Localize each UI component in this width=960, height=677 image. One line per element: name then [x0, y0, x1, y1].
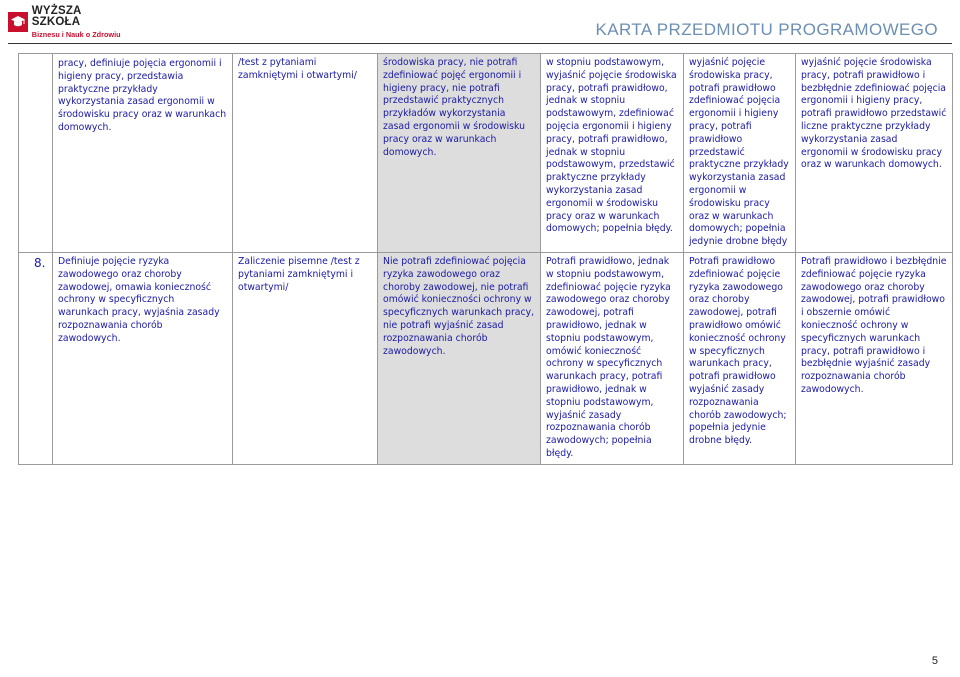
school-logo	[8, 6, 132, 38]
document-title: KARTA PRZEDMIOTU PROGRAMOWEGO	[595, 20, 938, 39]
logo-subtitle: Biznesu i Nauk o Zdrowiu	[31, 29, 121, 39]
assessment-form-cell: /test z pytaniami zamkniętymi i otwartymi/	[233, 54, 378, 253]
page-header	[0, 0, 960, 44]
page-number: 5	[931, 655, 938, 667]
grade-4-criteria-cell: wyjaśnić pojęcie środowiska pracy, potrafi prawidłowo zdefiniować pojęcia ergonomii i higieny pracy, potrafi prawidłowo przedstawić praktyczne przykłady wykorzystania zasad ergonomii w środowisku pracy oraz w warunkach domowych; popełnia jedynie drobne błędy	[684, 54, 796, 253]
grade-4-criteria-cell: Potrafi prawidłowo zdefiniować pojęcie ryzyka zawodowego oraz choroby zawodowej, potrafi prawidłowo omówić konieczność ochrony w specyficznych warunkach pracy, potrafi prawidłowo wyjaśnić zasady rozpoznawania chorób zawodowych; popełnia jedynie drobne błędy.	[684, 252, 796, 464]
row-number-cell	[19, 54, 53, 253]
logo-title: WYŻSZA SZKOŁA	[31, 4, 82, 29]
assessment-criteria-table	[18, 53, 953, 465]
learning-outcome-cell: Definiuje pojęcie ryzyka zawodowego oraz choroby zawodowej, omawia konieczność ochrony w specyficznych warunkach pracy, wyjaśnia zasady rozpoznawania chorób zawodowych.	[53, 252, 233, 464]
row-number: 8.	[34, 255, 46, 270]
assessment-form-cell: Zaliczenie pisemne /test z pytaniami zamkniętymi i otwartymi/	[233, 252, 378, 464]
graduation-cap-icon	[8, 12, 28, 32]
grade-2-criteria-cell: Nie potrafi zdefiniować pojęcia ryzyka zawodowego oraz choroby zawodowej, nie potrafi omówić konieczności ochrony w specyficznych warunkach pracy, nie potrafi wyjaśnić zasad rozpoznawania chorób zawodowych.	[378, 252, 541, 464]
header-divider	[8, 43, 952, 44]
row-number-cell	[19, 252, 53, 464]
grade-5-criteria-cell: wyjaśnić pojęcie środowiska pracy, potrafi prawidłowo i bezbłędnie zdefiniować pojęcia ergonomii i higieny pracy, potrafi prawidłowo przedstawić liczne praktyczne przykłady wykorzystania zasad ergonomii w środowisku pracy oraz w warunkach domowych.	[796, 54, 953, 253]
table-row	[19, 54, 953, 253]
table-row	[19, 252, 953, 464]
grade-5-criteria-cell: Potrafi prawidłowo i bezbłędnie zdefiniować pojęcie ryzyka zawodowego oraz choroby zawodowej, potrafi prawidłowo i obszernie omówić konieczność ochrony w specyficznych warunkach pracy, potrafi prawidłowo i bezbłędnie wyjaśnić zasady rozpoznawania chorób zawodowych.	[796, 252, 953, 464]
learning-outcome-cell: pracy, definiuje pojęcia ergonomii i higieny pracy, przedstawia praktyczne przykłady wykorzystania zasad ergonomii w środowisku pracy oraz w warunkach domowych.	[53, 54, 233, 253]
grade-2-criteria-cell: środowiska pracy, nie potrafi zdefiniować pojęć ergonomii i higieny pracy, nie potrafi przedstawić praktycznych przykładów wykorzystania zasad ergonomii w środowisku pracy oraz w warunkach domowych.	[378, 54, 541, 253]
grade-3-criteria-cell: Potrafi prawidłowo, jednak w stopniu podstawowym, zdefiniować pojęcie ryzyka zawodowego oraz choroby zawodowej, potrafi prawidłowo, jednak w stopniu podstawowym, omówić konieczność ochrony w specyficznych warunkach pracy, potrafi prawidłowo, jednak w stopniu podstawowym, wyjaśnić zasady rozpoznawania chorób zawodowych; popełnia błędy.	[541, 252, 684, 464]
grade-3-criteria-cell: w stopniu podstawowym, wyjaśnić pojęcie środowiska pracy, potrafi prawidłowo, jednak w stopniu podstawowym, zdefiniować pojęcia ergonomii i higieny pracy, potrafi prawidłowo, jednak w stopniu podstawowym, przedstawić praktyczne przykłady wykorzystania zasad ergonomii w środowisku pracy oraz w warunkach domowych; popełnia błędy.	[541, 54, 684, 253]
